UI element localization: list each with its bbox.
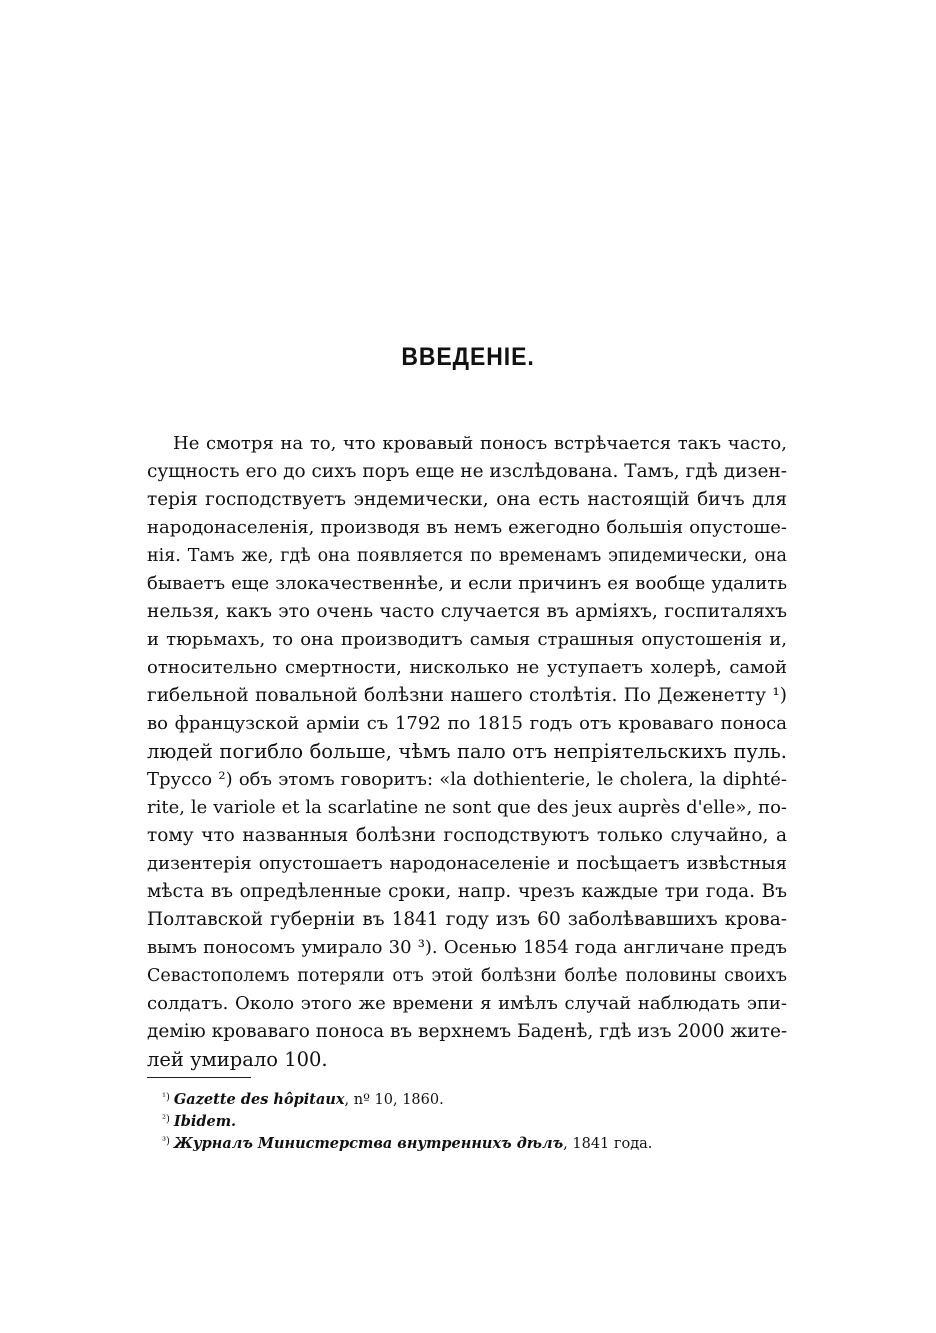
text-line: бываетъ еще злокачественнѣе, и если причинъ ея вообще удалить xyxy=(147,573,787,594)
footnote-1 xyxy=(162,1087,652,1109)
text-line: Не смотря на то, что кровавый поносъ встрѣчается такъ часто, xyxy=(173,433,787,454)
footnote-source: Ibidem. xyxy=(173,1113,237,1130)
text-line: относительно смертности, нисколько не уступаетъ холерѣ, самой xyxy=(147,657,787,678)
text-line: терія господствуетъ эндемически, она есть настоящій бичъ для xyxy=(147,489,787,510)
text-line: Севастополемъ потеряли отъ этой болѣзни болѣе половины своихъ xyxy=(147,966,787,986)
text-line: тому что названныя болѣзни господствуютъ только случайно, а xyxy=(147,825,787,846)
text-line: нія. Тамъ же, гдѣ она появляется по временамъ эпидемически, она xyxy=(147,546,787,566)
footnote-3 xyxy=(162,1131,652,1153)
body-paragraph xyxy=(147,430,787,1074)
footnote-detail: , 1841 года. xyxy=(563,1136,653,1152)
text-line: гибельной повальной болѣзни нашего столѣтія. По Деженетту ¹) xyxy=(147,685,787,706)
footnote-2 xyxy=(162,1109,652,1131)
footnote-source: Журналъ Министерства внутреннихъ дѣлъ xyxy=(173,1135,564,1152)
text-line: сущность его до сихъ поръ еще не изслѣдована. Тамъ, гдѣ дизен- xyxy=(147,461,787,482)
page-title: ВВЕДЕНІЕ. xyxy=(401,343,535,371)
footnote-source: Gazette des hôpitaux xyxy=(173,1091,345,1108)
footnote-detail: , nº 10, 1860. xyxy=(344,1092,444,1108)
footnote-mark: ³) xyxy=(162,1136,170,1147)
footnote-mark: ²) xyxy=(162,1114,170,1125)
text-line: rite, le variole et la scarlatine ne sont que des jeux auprès d'elle», по- xyxy=(147,797,787,818)
text-line: мѣста въ опредѣленные сроки, напр. чрезъ каждые три года. Въ xyxy=(147,881,787,902)
footnotes xyxy=(162,1087,652,1153)
text-line: демію кроваваго поноса въ верхнемъ Баденѣ, гдѣ изъ 2000 жите- xyxy=(147,1021,788,1042)
text-line: нельзя, какъ это очень часто случается въ арміяхъ, госпиталяхъ xyxy=(147,601,787,622)
text-line: людей погибло больше, чѣмъ пало отъ непріятельскихъ пуль. xyxy=(147,740,787,763)
footnote-divider xyxy=(147,1077,251,1078)
text-line: и тюрьмахъ, то она производитъ самыя страшныя опустошенія и, xyxy=(147,629,787,650)
text-line: Труссо ²) объ этомъ говоритъ: «la dothienterie, le cholera, la diphté- xyxy=(147,769,787,790)
text-line: дизентерія опустошаетъ народонаселеніе и посѣщаетъ извѣстныя xyxy=(147,853,787,874)
footnote-mark: ¹) xyxy=(162,1092,170,1103)
text-line: народонаселенія, производя въ немъ ежегодно большія опустоше- xyxy=(147,517,787,538)
text-line: Полтавской губерніи въ 1841 году изъ 60 заболѣвавшихъ крова- xyxy=(147,909,787,930)
text-line: вымъ поносомъ умирало 30 ³). Осенью 1854 года англичане предъ xyxy=(147,937,787,958)
text-line: лей умирало 100. xyxy=(147,1048,328,1071)
text-line: солдатъ. Около этого же времени я имѣлъ случай наблюдать эпи- xyxy=(147,993,787,1014)
text-line: во французской арміи съ 1792 по 1815 годъ отъ кроваваго поноса xyxy=(147,713,787,734)
